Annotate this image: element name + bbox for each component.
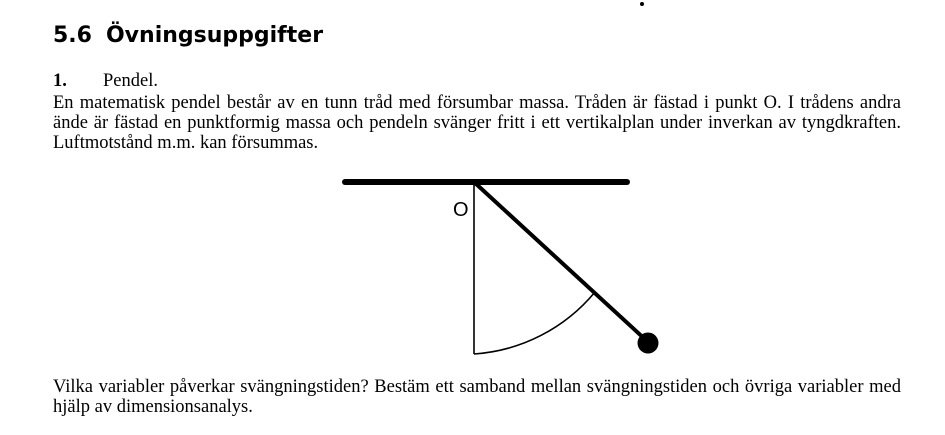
pivot-label: O: [453, 199, 469, 221]
pendulum-bob: [638, 333, 659, 354]
section-number: 5.6: [53, 23, 92, 48]
problem-title: Pendel.: [103, 71, 158, 91]
problem-question: Vilka variabler påverkar svängningstiden? Bestäm ett samband mellan svängningstiden och övriga variabler med hjälp av dimensionsanalys.: [53, 377, 901, 417]
problem-description: En matematisk pendel består av en tunn tråd med försumbar massa. Tråden är fästad i punkt O. I trådens andra ände är fästad en punktformig massa och pendeln svänger fritt i ett vertikalplan under inverkan av tyngdkraften. Luftmotstånd m.m. kan försummas.: [53, 93, 901, 153]
angle-arc: [474, 292, 595, 354]
pendulum-string: [474, 182, 648, 342]
problem-number: 1.: [53, 71, 67, 91]
section-title: Övningsuppgifter: [105, 23, 324, 48]
